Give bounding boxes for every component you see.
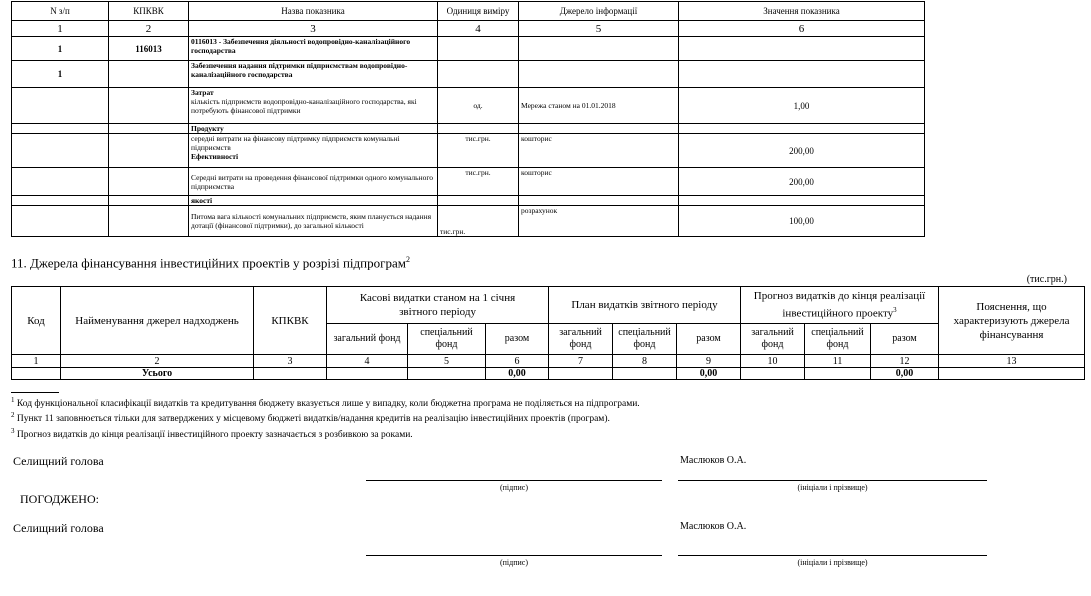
column-number-row [12, 355, 1085, 368]
row-source: Мережа станом на 01.01.2018 [519, 88, 679, 124]
row-name: середні витрати на фінансову підтримку підприємств комунальні підприємств [191, 134, 400, 152]
header-source: Джерело інформації [519, 2, 679, 21]
col-num: 4 [438, 21, 519, 37]
table-row [12, 134, 925, 168]
group-label: якості [189, 196, 438, 206]
sub-total: разом [677, 324, 741, 355]
header-cash-expenses: Касові видатки станом на 1 січня звітного періоду [327, 287, 549, 324]
row-unit: тис.грн. [438, 206, 519, 237]
header-kpkvk: КПКВК [109, 2, 189, 21]
indicators-header-row [12, 2, 925, 21]
row-value: 1,00 [679, 88, 925, 124]
row-name: Середні витрати на проведення фінансової підтримки одного комунального підприємства [189, 168, 438, 196]
header-explanation: Пояснення, що характеризують джерела фінансування [939, 287, 1085, 355]
col-num: 1 [12, 21, 109, 37]
col-num: 5 [519, 21, 679, 37]
row-source: кошторис [519, 168, 679, 196]
footnote-divider [11, 392, 59, 393]
row-source: кошторис [519, 134, 679, 168]
footnote: $^3$ Прогноз видатків до кінця реалізації інвестиційного проекту зазначається з розбивкою за роками. [11, 427, 413, 441]
col-num: 3 [189, 21, 438, 37]
name-caption: (ініціали і прізвище) [797, 483, 868, 492]
row-no: 1 [12, 61, 109, 88]
header-code: Код [12, 287, 61, 355]
row-no: 1 [12, 37, 109, 61]
col-num: 4 [327, 355, 408, 368]
signatory-position: Селищний голова [13, 521, 104, 535]
signature-caption: (підпис) [499, 558, 528, 567]
row-name: кількість підприємств водопровідно-каналізаційного господарства, які потребують фінансової підтримки [191, 97, 417, 115]
total-label: Усього [61, 368, 254, 380]
unit-label: (тис.грн.) [1026, 274, 1067, 285]
group-label: Продукту [189, 124, 438, 134]
table-row [12, 206, 925, 237]
group-label: Ефективності [191, 152, 239, 161]
header-plan: План видатків звітного періоду [549, 287, 741, 324]
signatory-position: Селищний голова [13, 454, 104, 468]
indicators-table [11, 1, 925, 237]
col-num: 9 [677, 355, 741, 368]
agreed-label: ПОГОДЖЕНО: [20, 492, 99, 506]
total-row [12, 368, 1085, 380]
signature-caption: (підпис) [499, 483, 528, 492]
signature-line [366, 480, 662, 481]
section-title: 11. Джерела фінансування інвестиційних проектів у розрізі підпрограм$^2$ [11, 255, 410, 271]
row-unit: тис.грн. [438, 168, 519, 196]
table-row [12, 196, 925, 206]
col-num: 1 [12, 355, 61, 368]
total-plan: 0,00 [677, 368, 741, 380]
footnote-mark: 3 [893, 306, 897, 315]
col-num: 6 [679, 21, 925, 37]
sub-special-fund: спеціальний фонд [408, 324, 486, 355]
header-forecast: Прогноз видатків до кінця реалізації інвестиційного проекту$^3$ [741, 287, 939, 324]
header-unit: Одиниця виміру [438, 2, 519, 21]
row-kpkvk: 116013 [109, 37, 189, 61]
header-source-name: Найменування джерел надходжень [61, 287, 254, 355]
header-no: N з/п [12, 2, 109, 21]
col-num: 6 [486, 355, 549, 368]
name-line [678, 480, 987, 481]
table-row [12, 124, 925, 134]
signatory-name: Маслюков О.А. [680, 521, 747, 532]
column-number-row [12, 21, 925, 37]
sub-total: разом [486, 324, 549, 355]
header-kpkvk: КПКВК [254, 287, 327, 355]
sub-general-fund: загальний фонд [549, 324, 613, 355]
col-num: 11 [805, 355, 871, 368]
col-num: 12 [871, 355, 939, 368]
total-forecast: 0,00 [871, 368, 939, 380]
sub-general-fund: загальний фонд [327, 324, 408, 355]
col-num: 8 [613, 355, 677, 368]
footnote: $^2$ Пункт 11 заповнюється тільки для затверджених у місцевому бюджеті видатків/надання кредитів на реалізацію інвестиційних проектів (програм). [11, 411, 610, 425]
sub-total: разом [871, 324, 939, 355]
signatory-name: Маслюков О.А. [680, 455, 747, 466]
group-label: Затрат [191, 88, 214, 97]
row-name: Питома вага кількості комунальних підприємств, яким планується надання дотації (фінансової підтримки), до загальної кількості [189, 206, 438, 237]
footnote-mark: 2 [405, 255, 410, 264]
row-value: 200,00 [679, 168, 925, 196]
header-row [12, 287, 1085, 324]
funding-sources-table [11, 286, 1085, 380]
col-num: 2 [109, 21, 189, 37]
name-line [678, 555, 987, 556]
name-caption: (ініціали і прізвище) [797, 558, 868, 567]
table-row [12, 88, 925, 124]
sub-special-fund: спеціальний фонд [805, 324, 871, 355]
row-value: 200,00 [679, 134, 925, 168]
header-indicator-name: Назва показника [189, 2, 438, 21]
table-row [12, 37, 925, 61]
total-cash: 0,00 [486, 368, 549, 380]
col-num: 5 [408, 355, 486, 368]
col-num: 10 [741, 355, 805, 368]
sub-general-fund: загальний фонд [741, 324, 805, 355]
row-value: 100,00 [679, 206, 925, 237]
col-num: 2 [61, 355, 254, 368]
row-unit: тис.грн. [438, 134, 519, 168]
col-num: 13 [939, 355, 1085, 368]
col-num: 7 [549, 355, 613, 368]
row-source: розрахунок [519, 206, 679, 237]
col-num: 3 [254, 355, 327, 368]
table-row [12, 168, 925, 196]
footnote: $^1$ Код функціональної класифікації видатків та кредитування бюджету вказується лише у випадку, коли бюджетна програма не поділяється на підпрограми. [11, 396, 640, 410]
header-value: Значення показника [679, 2, 925, 21]
row-name: 0116013 - Забезпечення діяльності водопровідно-каналізаційного господарства [189, 37, 438, 61]
sub-special-fund: спеціальний фонд [613, 324, 677, 355]
table-row [12, 61, 925, 88]
signature-line [366, 555, 662, 556]
row-name: Забезпечення надання підтримки підприємствам водопровідно-каналізаційного господарства [189, 61, 438, 88]
row-unit: од. [438, 88, 519, 124]
